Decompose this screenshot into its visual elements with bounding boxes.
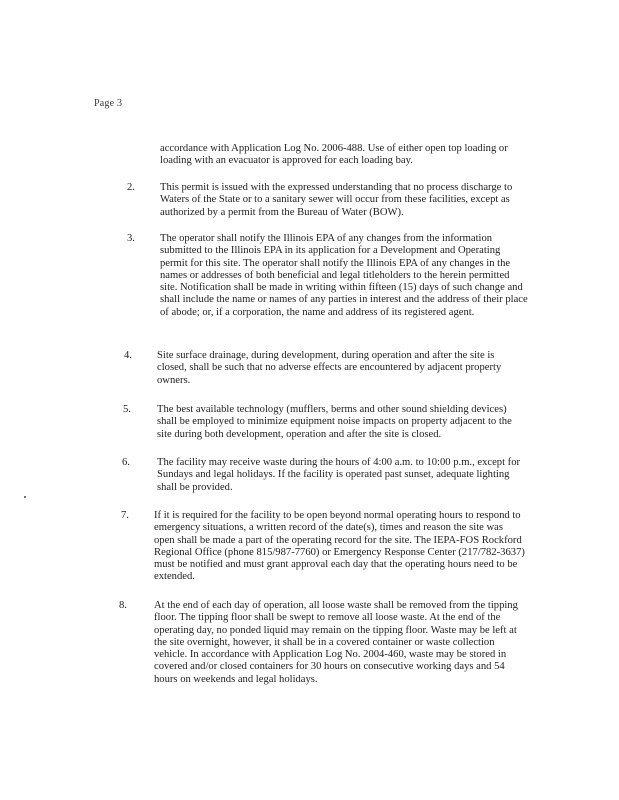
condition-text-6: The facility may receive waste during the hours of 4:00 a.m. to 10:00 p.m., except for Sundays and legal holidays. If the facility is operated past sunset, adequate lighting shall be provided. — [157, 457, 521, 493]
condition-text-5: The best available technology (mufflers, berms and other sound shielding devices) shall be employed to minimize equipment noise impacts on property adjacent to the site during both development, operation and after the site is closed. — [157, 404, 512, 440]
condition-number-6: 6. — [122, 457, 130, 468]
condition-text-7: If it is required for the facility to be open beyond normal operating hours to respond to emergency situations, a written record of the date(s), times and reason the site was open shall be made a part of the operating record for the site. The IEPA-FOS Rockford Regional Office (phone 815/987-7760) or Emergency Response Center (217/782-3637) must be notified and must grant approval each day that the operating hours need to be extended. — [154, 510, 525, 583]
condition-text-4: Site surface drainage, during development, during operation and after the site is closed, shall be such that no adverse effects are encountered by adjacent property owners. — [157, 350, 502, 386]
continued-paragraph: accordance with Application Log No. 2006-488. Use of either open top loading or loading with an evacuator is approved for each loading bay. — [160, 143, 508, 167]
condition-number-5: 5. — [123, 404, 131, 415]
condition-text-2: This permit is issued with the expressed understanding that no process discharge to Waters of the State or to a sanitary sewer will occur from these facilities, except as authorized by a permit from the Bureau of Water (BOW). — [160, 182, 513, 218]
page-number-header: Page 3 — [94, 98, 123, 109]
condition-text-8: At the end of each day of operation, all loose waste shall be removed from the tipping floor. The tipping floor shall be swept to remove all loose waste. At the end of the operating day, no ponded liquid may remain on the tipping floor. Waste may be left at the site overnight, however, it shall be in a covered container or waste collection vehicle. In accordance with Application Log No. 2004-460, waste may be stored in covered and/or closed containers for 30 hours on consecutive working days and 54 hours on weekends and legal holidays. — [154, 600, 518, 685]
condition-number-3: 3. — [127, 233, 135, 244]
condition-number-7: 7. — [121, 510, 129, 521]
scan-speck — [24, 496, 26, 498]
condition-number-4: 4. — [124, 350, 132, 361]
condition-number-8: 8. — [119, 600, 127, 611]
condition-text-3: The operator shall notify the Illinois EPA of any changes from the information submitted to the Illinois EPA in its application for a Development and Operating permit for this site. The operator shall notify the Illinois EPA of any changes in the names or addresses of both beneficial and legal titleholders to the herein permitted site. Notification shall be made in writing within fifteen (15) days of such change and shall include the name or names of any parties in interest and the address of their place of abode; or, if a corporation, the name and address of its registered agent. — [160, 233, 528, 318]
condition-number-2: 2. — [127, 182, 135, 193]
